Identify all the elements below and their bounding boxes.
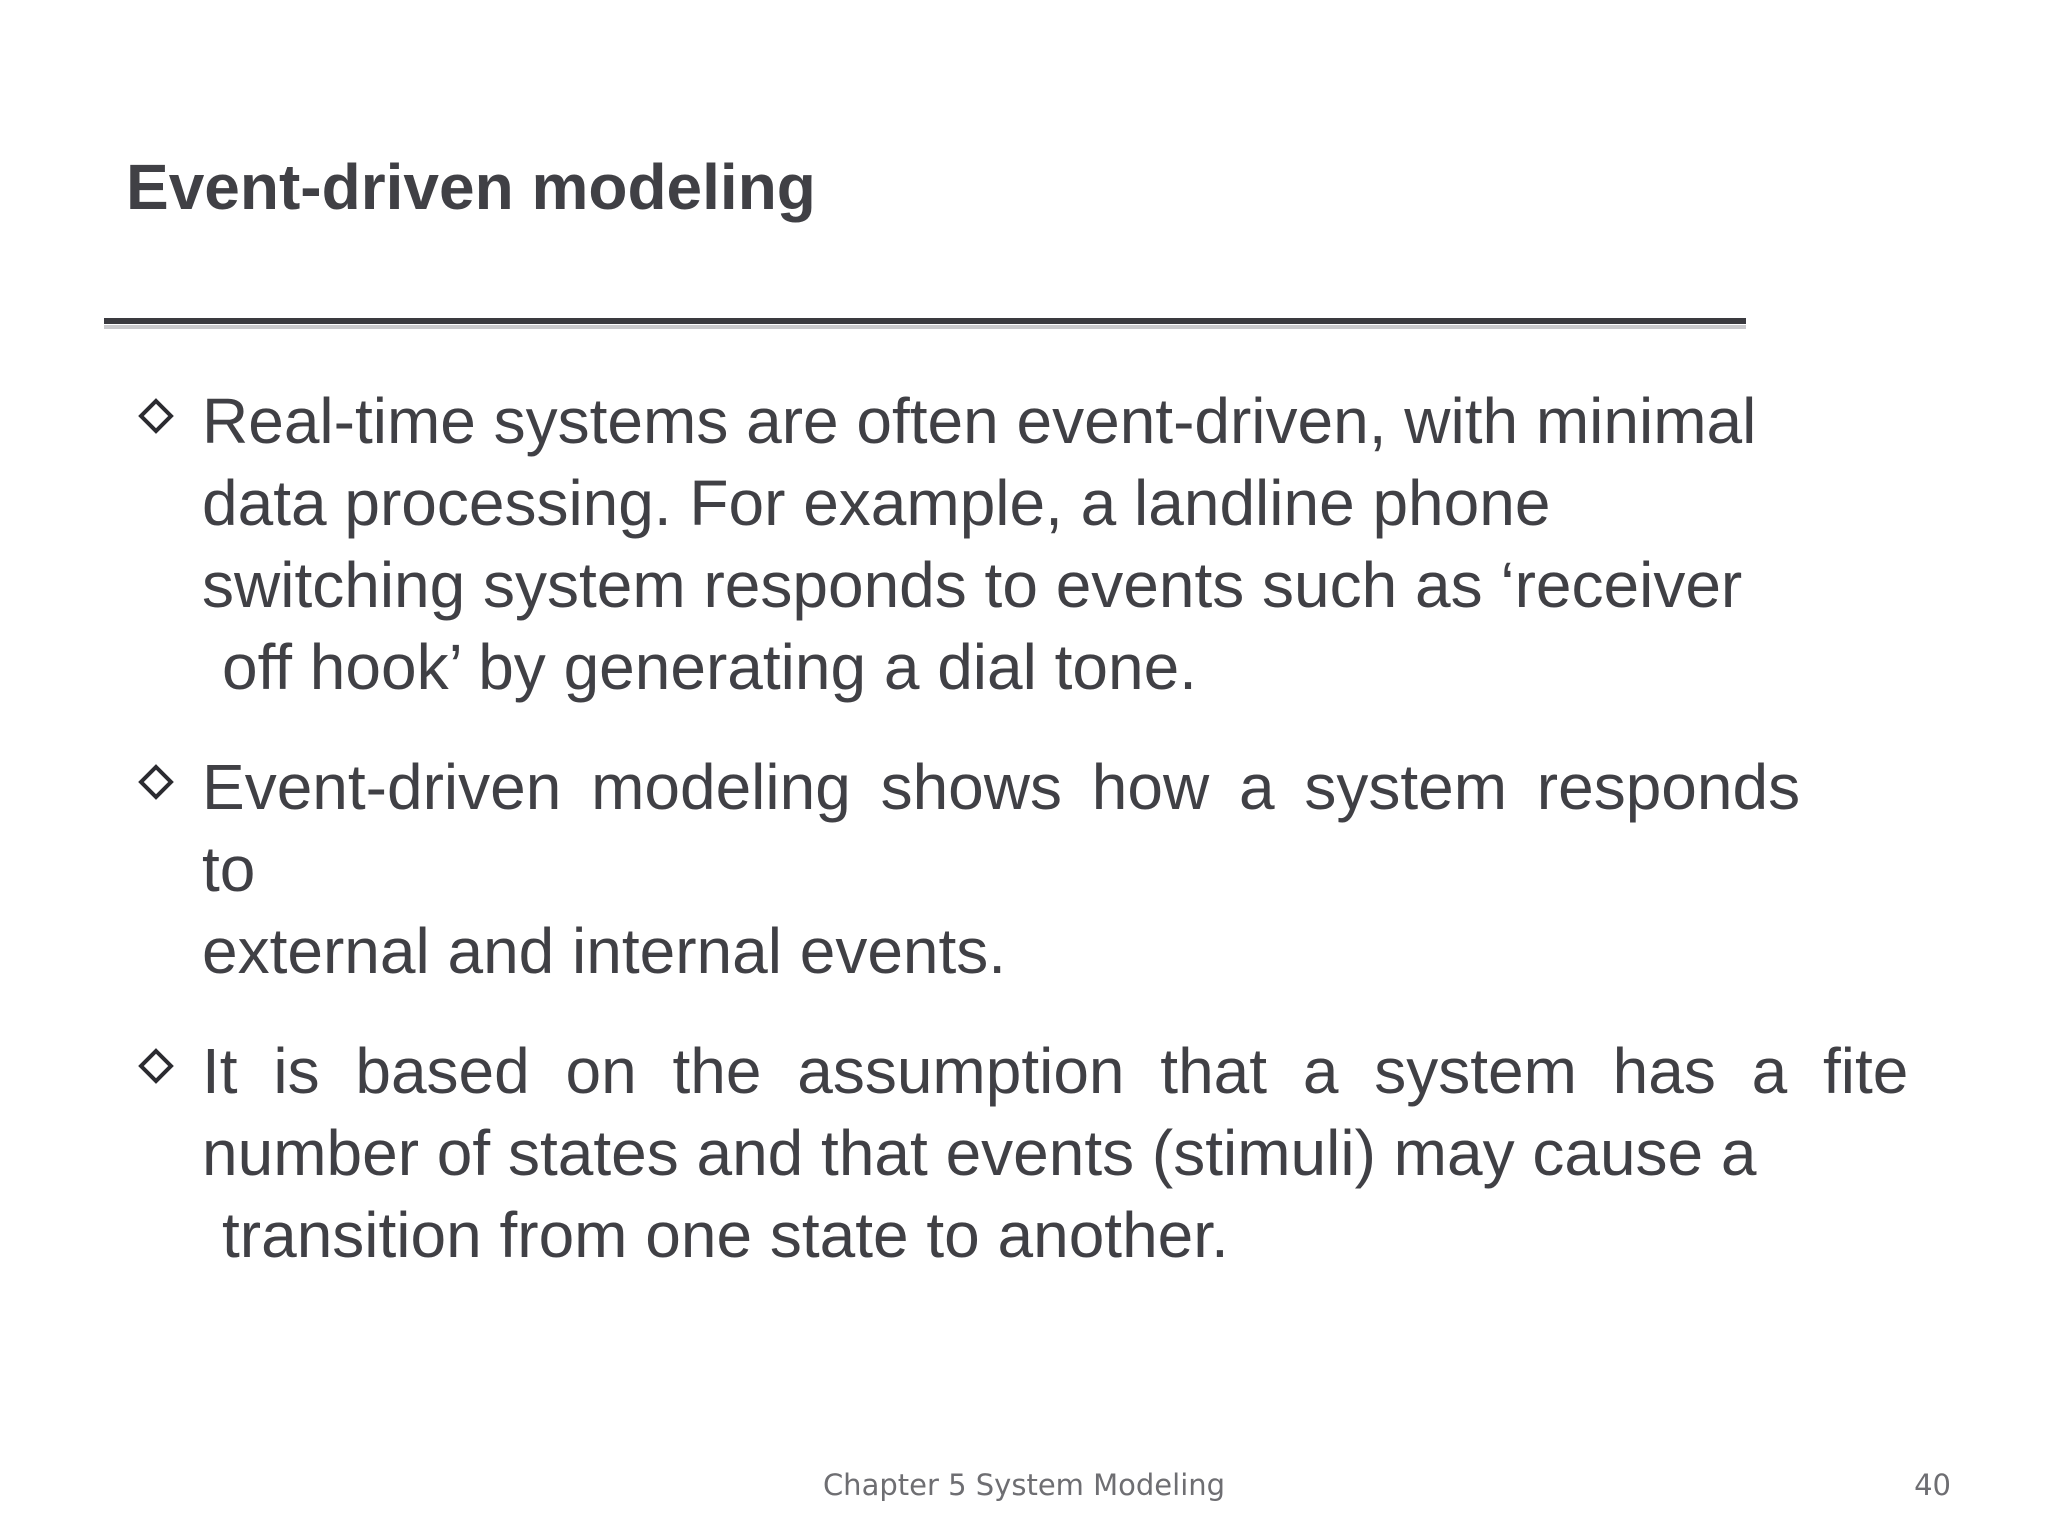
- bullet-text-3: [202, 1030, 1909, 1276]
- bullet-line: external and internal events.: [202, 915, 1007, 987]
- slide-title: Event-driven modeling: [126, 151, 816, 223]
- title-underline-rule: [104, 318, 1746, 324]
- bullet-line: data processing. For example, a landline phone: [202, 467, 1551, 539]
- diamond-outline-icon: [138, 398, 174, 434]
- footer-chapter-label: Chapter 5 System Modeling: [822, 1468, 1226, 1502]
- bullet-line: to: [202, 833, 256, 905]
- bullet-line: transition from one state to another.: [222, 1199, 1229, 1271]
- bullet-line: number of states and that events (stimuli) may cause a: [202, 1117, 1757, 1189]
- footer-page-number: 40: [1914, 1468, 1951, 1502]
- bullet-text-2: [202, 746, 1902, 992]
- bullet-line: Event-driven modeling shows how a system responds: [202, 751, 1801, 823]
- bullet-text-1: [202, 380, 1902, 708]
- bullet-line: Real-time systems are often event-driven, with minimal: [202, 385, 1757, 457]
- diamond-outline-icon: [138, 764, 174, 800]
- bullet-line: switching system responds to events such as ‘receiver: [202, 549, 1743, 621]
- bullet-line: off hook’ by generating a dial tone.: [222, 631, 1197, 703]
- diamond-outline-icon: [138, 1048, 174, 1084]
- title-underline-shadow: [104, 325, 1746, 329]
- bullet-line: It is based on the assumption that a system has a fite: [202, 1035, 1909, 1107]
